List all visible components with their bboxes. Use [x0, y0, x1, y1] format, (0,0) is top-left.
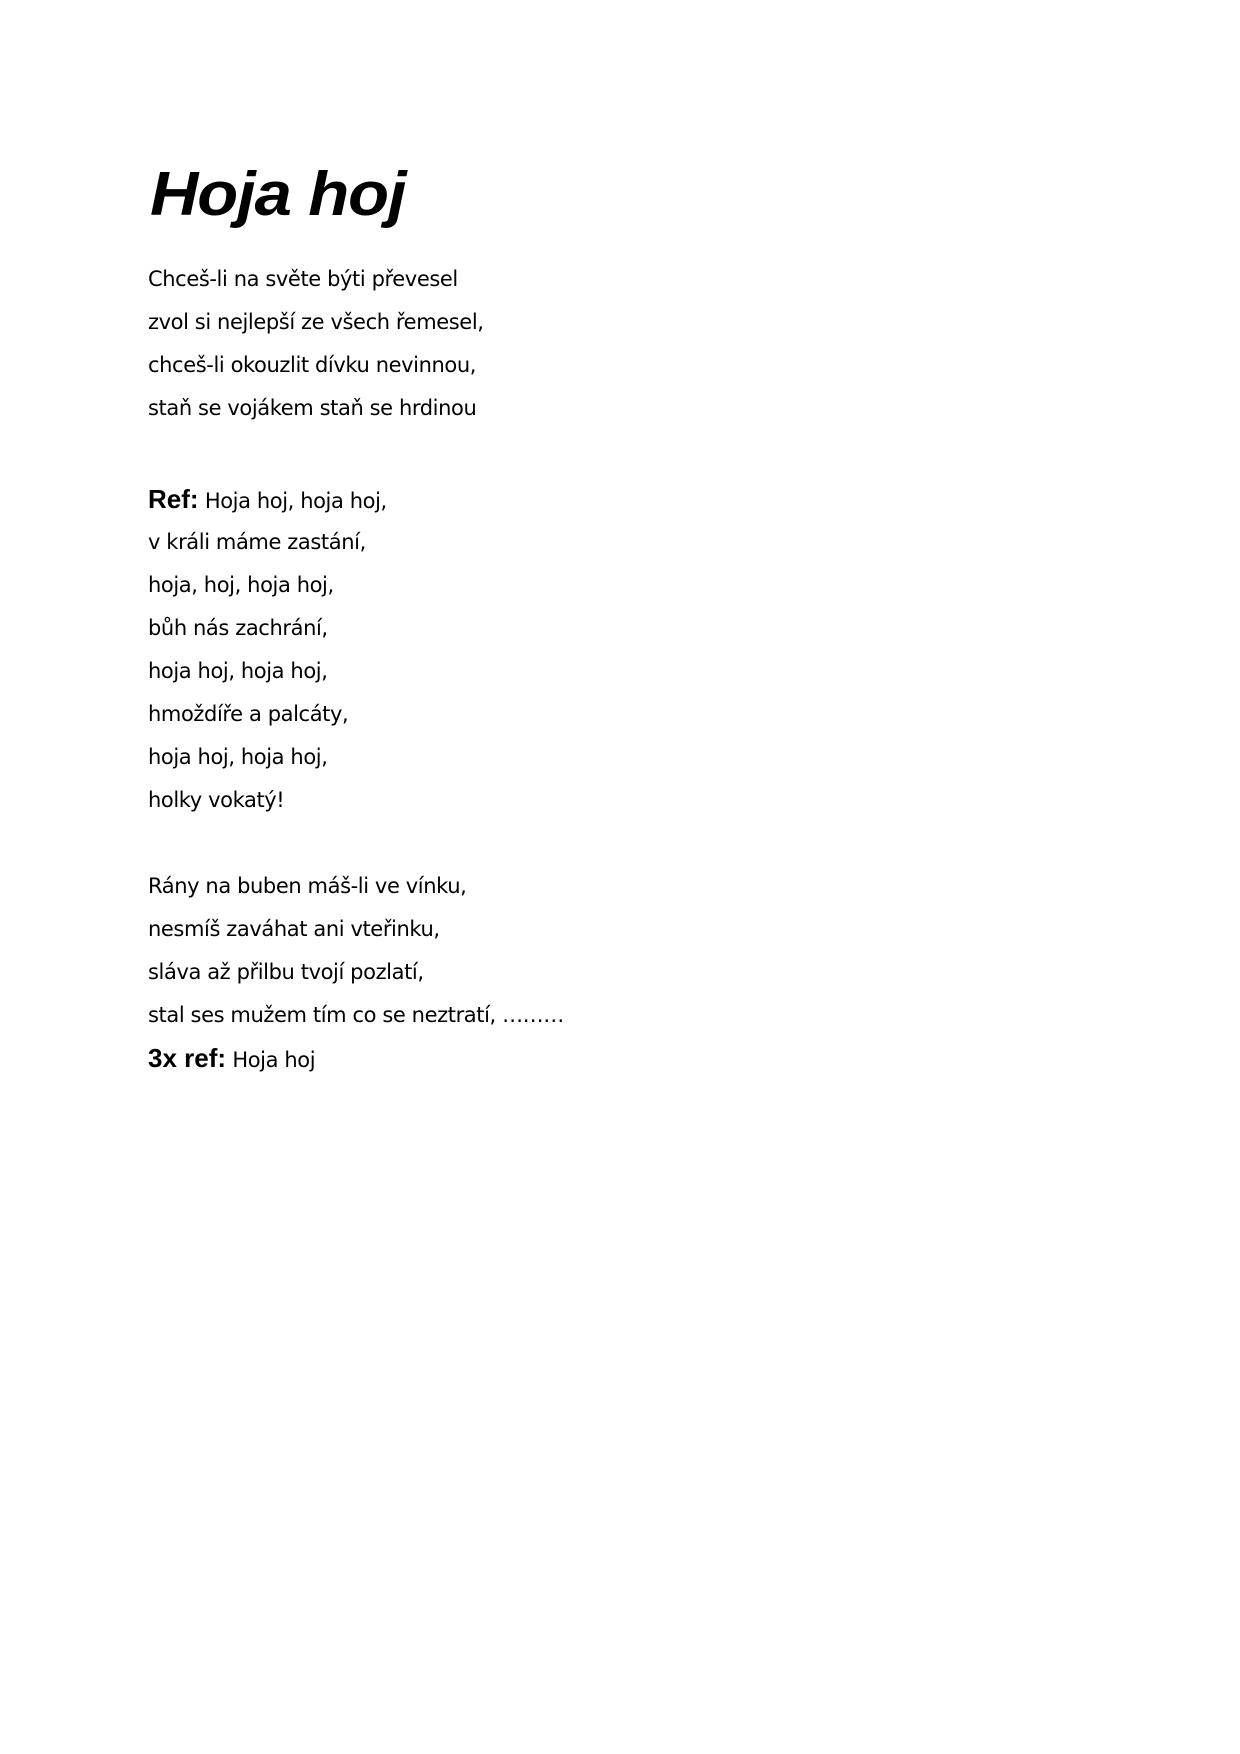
- refrain-line: holky vokatý!: [148, 788, 285, 812]
- verse-line: Rány na buben máš-li ve vínku,: [148, 874, 467, 898]
- verse-line: Chceš-li na světe býti převesel: [148, 267, 458, 291]
- verse-1: [148, 258, 1048, 430]
- verse-line: stal ses mužem tím co se neztratí, ………: [148, 1003, 564, 1027]
- refrain: [148, 478, 1048, 822]
- verse-line: chceš-li okouzlit dívku nevinnou,: [148, 353, 477, 377]
- verse-line: sláva až přilbu tvojí pozlatí,: [148, 960, 424, 984]
- refrain-line: hoja, hoj, hoja hoj,: [148, 573, 334, 597]
- final-refrain: [148, 1037, 1048, 1080]
- verse-line: staň se vojákem staň se hrdinou: [148, 396, 477, 420]
- refrain-line: Hoja hoj, hoja hoj,: [198, 489, 387, 513]
- final-refrain-label: 3x ref:: [148, 1043, 227, 1073]
- verse-line: zvol si nejlepší ze všech řemesel,: [148, 310, 484, 334]
- stanza-gap: [148, 430, 1048, 478]
- verse-2: [148, 865, 1048, 1037]
- refrain-line: v králi máme zastání,: [148, 530, 366, 554]
- page-title: Hoja hoj: [150, 160, 406, 229]
- lyrics-body: [148, 258, 1048, 1080]
- verse-line: nesmíš zaváhat ani vteřinku,: [148, 917, 440, 941]
- refrain-line: hmoždíře a palcáty,: [148, 702, 349, 726]
- refrain-line: hoja hoj, hoja hoj,: [148, 659, 328, 683]
- refrain-label: Ref:: [148, 484, 199, 514]
- stanza-gap: [148, 822, 1048, 865]
- final-refrain-text: Hoja hoj: [226, 1048, 316, 1072]
- refrain-line: bůh nás zachrání,: [148, 616, 328, 640]
- refrain-line: hoja hoj, hoja hoj,: [148, 745, 328, 769]
- refrain-first-line: [148, 478, 1048, 521]
